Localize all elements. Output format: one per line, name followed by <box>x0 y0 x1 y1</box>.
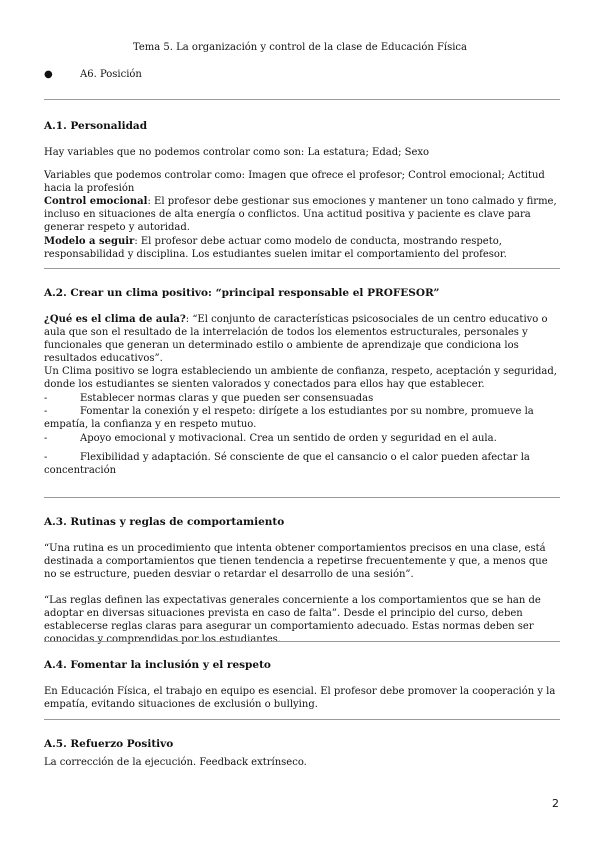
dash-marker: - <box>44 406 48 417</box>
divider <box>44 641 560 642</box>
term-text: : El profesor debe actuar como modelo de conducta, mostrando respeto, responsabilidad y disciplina. Los estudiantes suelen imitar el comportamiento del profesor. <box>44 236 507 260</box>
dash-marker: - <box>44 393 48 404</box>
paragraph: En Educación Física, el trabajo en equipo es esencial. El profesor debe promover la cooperación y la empatía, evitando situaciones de exclusión o bullying. <box>44 686 556 710</box>
section-title-inclusion: A.4. Fomentar la inclusión y el respeto <box>44 659 271 671</box>
paragraph <box>44 235 560 261</box>
section-title-personalidad: A.1. Personalidad <box>44 120 148 132</box>
list-item-text: Apoyo emocional y motivacional. Crea un sentido de orden y seguridad en el aula. <box>80 433 497 444</box>
term-text: : El profesor debe gestionar sus emociones y mantener un tono calmado y firme, incluso en situaciones de alta energía o conflictos. Una actitud positiva y paciente es clave para generar respeto y autoridad. <box>44 196 557 233</box>
paragraph <box>44 313 560 365</box>
dash-marker: - <box>44 433 48 444</box>
divider <box>44 719 560 720</box>
section-title-clima-positivo: A.2. Crear un clima positivo: “principal responsable el PROFESOR” <box>44 287 440 299</box>
list-item <box>44 392 560 405</box>
list-item <box>44 451 560 477</box>
divider <box>44 99 560 100</box>
running-header: Tema 5. La organización y control de la clase de Educación Física <box>133 42 467 53</box>
term-text: : “El conjunto de características psicosociales de un centro educativo o aula que son el resultado de la interrelación de todos los elementos estructurales, personales y funcionales que generan un determinado estilo o ambiente de aprendizaje que condiciona los resultados educativos”. <box>44 314 548 364</box>
list-item-text: Flexibilidad y adaptación. Sé consciente de que el cansancio o el calor pueden afectar la concentración <box>44 452 530 476</box>
section-title-rutinas: A.3. Rutinas y reglas de comportamiento <box>44 516 285 528</box>
section-title-refuerzo: A.5. Refuerzo Positivo <box>44 738 174 750</box>
bullet-text: A6. Posición <box>80 69 142 80</box>
paragraph: Un Clima positivo se logra estableciendo un ambiente de confianza, respeto, aceptación y seguridad, donde los estudiantes se sienten valorados y conectados para ellos hay que establecer. <box>44 366 557 390</box>
bullet-icon: ● <box>44 69 53 80</box>
term-label: Control emocional <box>44 196 148 207</box>
paragraph: “Las reglas definen las expectativas generales concerniente a los comportamientos que se han de adoptar en diversas situaciones prevista en caso de falta”. Desde el principio del curso, deben establecerse reglas claras para asegurar un comportamiento adecuado. Estas normas deben ser conocidas y comprendidas por los estudiantes. <box>44 595 541 645</box>
page-number: 2 <box>552 797 559 810</box>
dash-marker: - <box>44 452 48 463</box>
divider <box>44 268 560 269</box>
paragraph: Variables que podemos controlar como: Imagen que ofrece el profesor; Control emocional; Actitud hacia la profesión <box>44 170 545 194</box>
divider <box>44 497 560 498</box>
term-label: Modelo a seguir <box>44 236 135 247</box>
paragraph <box>44 195 560 234</box>
term-label: ¿Qué es el clima de aula? <box>44 314 186 325</box>
paragraph: La corrección de la ejecución. Feedback extrínseco. <box>44 757 307 768</box>
list-item <box>44 432 560 445</box>
bullet-item <box>44 68 142 81</box>
list-item-text: Fomentar la conexión y el respeto: dirígete a los estudiantes por su nombre, promueve la empatía, la confianza y en respeto mutuo. <box>44 406 534 430</box>
paragraph: Hay variables que no podemos controlar como son: La estatura; Edad; Sexo <box>44 147 430 158</box>
paragraph: “Una rutina es un procedimiento que intenta obtener comportamientos precisos en una clase, está destinada a comportamientos que tienen tendencia a repetirse frecuentemente y que, a menos que no se estructure, pueden desviar o retardar el desarrollo de una sesión”. <box>44 543 548 580</box>
list-item-text: Establecer normas claras y que pueden ser consensuadas <box>80 393 374 404</box>
list-item <box>44 405 560 431</box>
